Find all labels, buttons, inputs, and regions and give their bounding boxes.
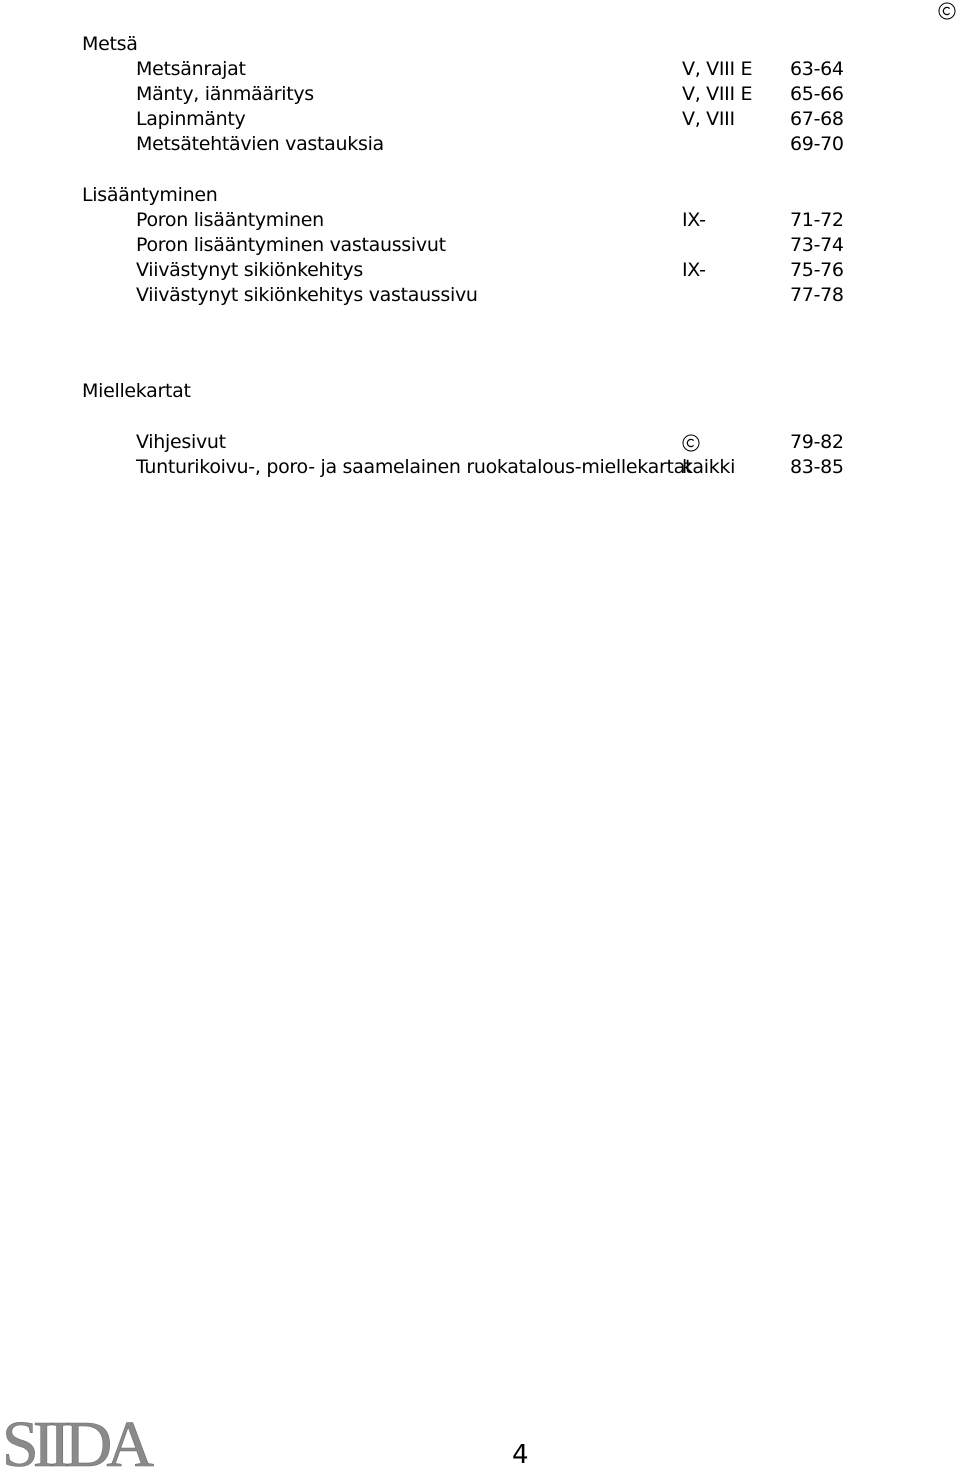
toc-row-grade: V, VIII bbox=[682, 108, 735, 130]
toc-row-label: Poron lisääntyminen vastaussivut bbox=[136, 234, 446, 256]
toc-row-label: Metsätehtävien vastauksia bbox=[136, 133, 384, 155]
section-title-metsa: Metsä bbox=[82, 33, 138, 55]
copyright-icon bbox=[682, 434, 700, 452]
section-title-miellekartat: Miellekartat bbox=[82, 380, 191, 402]
toc-row-label: Metsänrajat bbox=[136, 58, 246, 80]
toc-row-label: Viivästynyt sikiönkehitys bbox=[136, 259, 363, 281]
siida-logo bbox=[0, 1400, 180, 1473]
toc-row-pages: 77-78 bbox=[790, 284, 844, 306]
toc-row-pages: 67-68 bbox=[790, 108, 844, 130]
toc-row-grade: V, VIII E bbox=[682, 58, 753, 80]
toc-row bbox=[0, 108, 960, 134]
toc-row-label: Vihjesivut bbox=[136, 431, 226, 453]
toc-row-label: Poron lisääntyminen bbox=[136, 209, 324, 231]
toc-row-label: Mänty, iänmääritys bbox=[136, 83, 314, 105]
toc-row bbox=[0, 209, 960, 235]
toc-row bbox=[0, 431, 960, 457]
toc-row-grade: IX- bbox=[682, 209, 706, 231]
toc-row-pages: 79-82 bbox=[790, 431, 844, 453]
toc-row bbox=[0, 284, 960, 310]
toc-row bbox=[0, 456, 960, 482]
toc-row-pages: 69-70 bbox=[790, 133, 844, 155]
toc-row-pages: 71-72 bbox=[790, 209, 844, 231]
toc-row-pages: 83-85 bbox=[790, 456, 844, 478]
toc-row-label: Tunturikoivu-, poro- ja saamelainen ruokatalous-miellekartat bbox=[136, 456, 693, 478]
toc-row-pages: 63-64 bbox=[790, 58, 844, 80]
toc-row-grade: kaikki bbox=[682, 456, 736, 478]
toc-row bbox=[0, 83, 960, 109]
section-title-lisaantyminen: Lisääntyminen bbox=[82, 184, 218, 206]
page-number: 4 bbox=[512, 1440, 529, 1470]
copyright-icon bbox=[938, 2, 956, 20]
toc-row bbox=[0, 234, 960, 260]
svg-text:SIIDA: SIIDA bbox=[2, 1408, 148, 1473]
toc-row bbox=[0, 133, 960, 159]
toc-row bbox=[0, 58, 960, 84]
toc-row-grade: V, VIII E bbox=[682, 83, 753, 105]
toc-row-grade: IX- bbox=[682, 259, 706, 281]
toc-row-label: Viivästynyt sikiönkehitys vastaussivu bbox=[136, 284, 478, 306]
toc-row-grade bbox=[682, 431, 700, 452]
toc-row bbox=[0, 259, 960, 285]
toc-row-pages: 65-66 bbox=[790, 83, 844, 105]
toc-row-pages: 75-76 bbox=[790, 259, 844, 281]
toc-row-label: Lapinmänty bbox=[136, 108, 246, 130]
toc-row-pages: 73-74 bbox=[790, 234, 844, 256]
